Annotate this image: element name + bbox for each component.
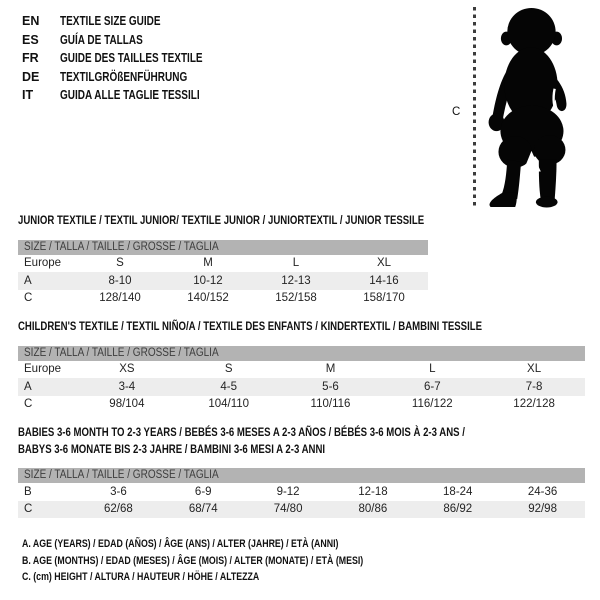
size-header-bar — [18, 346, 585, 361]
table-cell: M — [203, 257, 213, 270]
footnote-text: C. (cm) HEIGHT / ALTURA / HAUTEUR / HÖHE / ALTEZZA — [22, 571, 260, 583]
table-cell: 12-13 — [281, 274, 311, 287]
language-label: GUÍA DE TALLAS — [60, 32, 143, 47]
row-label: C — [24, 398, 33, 411]
baby-foot-left — [490, 192, 517, 207]
footnotes — [22, 536, 449, 586]
babies-textile-table — [18, 424, 585, 518]
table-cell: 122/128 — [513, 398, 555, 411]
table-cell: 18-24 — [443, 485, 473, 498]
table-cell: 10-12 — [193, 274, 223, 287]
table-cell: M — [325, 363, 336, 376]
size-header-bar — [18, 240, 428, 255]
junior-textile-table — [18, 212, 428, 307]
table-cell: 9-12 — [276, 485, 300, 498]
language-row-de — [22, 68, 238, 87]
height-measure-label: C — [452, 106, 461, 118]
language-row-en — [22, 12, 238, 31]
table-cell: 158/170 — [363, 292, 405, 305]
table-title-line — [18, 424, 585, 441]
table-cell: 6-9 — [194, 485, 212, 498]
language-row-fr — [22, 49, 238, 68]
table-cell: XL — [376, 257, 392, 270]
table-row-b — [18, 483, 585, 501]
table-title-text: CHILDREN'S TEXTILE / TEXTIL NIÑO/A / TEXTILE DES ENFANTS / KINDERTEXTIL / BAMBINI TESSILE — [18, 319, 483, 333]
language-label: GUIDA ALLE TAGLIE TESSILI — [60, 88, 200, 102]
language-row-it — [22, 86, 238, 105]
table-row-europe — [18, 361, 585, 379]
language-label: TEXTILGRÖßENFÜHRUNG — [60, 69, 188, 84]
language-code: FR — [22, 51, 39, 65]
table-cell: 140/152 — [187, 292, 229, 305]
table-cell: 8-10 — [108, 274, 132, 287]
table-cell: 92/98 — [528, 503, 557, 516]
table-cell: 24-36 — [527, 485, 558, 498]
size-header-label: SIZE / TALLA / TAILLE / GRÖSSE / TAGLIA — [24, 240, 219, 253]
baby-leg-right — [539, 160, 557, 200]
table-cell: 116/122 — [411, 398, 453, 411]
table-row-a — [18, 272, 428, 290]
table-cell: 98/104 — [109, 398, 145, 411]
footnote-line — [22, 569, 449, 586]
row-label: B — [24, 485, 32, 498]
table-title-text: BABYS 3-6 MONATE BIS 2-3 JAHRE / BAMBINI 3-6 MESI A 2-3 ANNI — [18, 441, 326, 456]
table-cell: 128/140 — [99, 292, 141, 305]
row-label: A — [24, 380, 32, 393]
table-row-c — [18, 501, 585, 519]
childrens-textile-table — [18, 318, 585, 413]
language-code: IT — [22, 88, 34, 102]
table-row-a — [18, 378, 585, 396]
table-cell: 14-16 — [369, 274, 399, 287]
language-label: GUIDE DES TAILLES TEXTILE — [60, 51, 203, 65]
table-row-europe — [18, 255, 428, 273]
table-cell: L — [429, 363, 436, 376]
table-title-text: BABIES 3-6 MONTH TO 2-3 YEARS / BEBÉS 3-6 MESES A 2-3 AÑOS / BÉBÉS 3-6 MOIS À 2-3 ANS / — [18, 425, 465, 439]
table-row-c — [18, 290, 428, 308]
language-list — [22, 12, 238, 105]
table-cell: 152/158 — [275, 292, 317, 305]
table-cell: 6-7 — [423, 380, 441, 393]
language-code: EN — [22, 14, 40, 28]
table-cell: 80/86 — [358, 503, 388, 516]
footnote-text: A. AGE (YEARS) / EDAD (AÑOS) / ÂGE (ANS) / ALTER (JAHRE) / ETÀ (ANNI) — [22, 538, 339, 550]
row-label: A — [24, 274, 32, 287]
footnote-text: B. AGE (MONTHS) / EDAD (MESES) / ÂGE (MOIS) / ALTER (MONATE) / ETÀ (MESI) — [22, 554, 364, 567]
table-cell: XL — [527, 363, 542, 376]
language-label: TEXTILE SIZE GUIDE — [60, 14, 161, 28]
row-label: C — [24, 292, 33, 305]
table-cell: 86/92 — [443, 503, 473, 516]
table-row-c — [18, 396, 585, 414]
table-title-line — [18, 212, 428, 229]
table-cell: 110/116 — [310, 398, 351, 411]
height-dotted-line — [473, 7, 476, 208]
table-cell: 62/68 — [104, 503, 133, 516]
language-code: ES — [22, 32, 39, 47]
baby-silhouette-image — [478, 6, 580, 208]
table-cell: S — [116, 257, 124, 270]
table-cell: 3-4 — [118, 380, 136, 393]
footnote-line — [22, 536, 449, 553]
footnote-line — [22, 553, 449, 570]
language-code: DE — [22, 69, 40, 84]
table-cell: XS — [119, 363, 135, 376]
row-label: Europe — [24, 257, 62, 270]
table-cell: S — [224, 363, 233, 376]
table-title-text: JUNIOR TEXTILE / TEXTIL JUNIOR/ TEXTILE JUNIOR / JUNIORTEXTIL / JUNIOR TESSILE — [18, 213, 425, 227]
baby-foot-right — [536, 197, 558, 208]
table-cell: L — [292, 257, 300, 270]
size-header-label: SIZE / TALLA / TAILLE / GRÖSSE / TAGLIA — [24, 469, 219, 481]
table-cell: 74/80 — [273, 503, 303, 516]
size-header-label: SIZE / TALLA / TAILLE / GRÖSSE / TAGLIA — [24, 346, 219, 359]
table-cell: 12-18 — [358, 485, 388, 498]
row-label: C — [24, 503, 33, 516]
table-cell: 3-6 — [110, 485, 127, 498]
table-title-line — [18, 318, 585, 335]
row-label: Europe — [24, 363, 62, 376]
table-cell: 7-8 — [525, 380, 543, 393]
table-cell: 104/110 — [208, 398, 250, 411]
language-row-es — [22, 31, 238, 50]
table-title-line — [18, 441, 585, 458]
size-header-bar — [18, 468, 585, 483]
table-cell: 5-6 — [322, 380, 339, 393]
table-cell: 4-5 — [220, 380, 237, 393]
table-cell: 68/74 — [188, 503, 218, 516]
